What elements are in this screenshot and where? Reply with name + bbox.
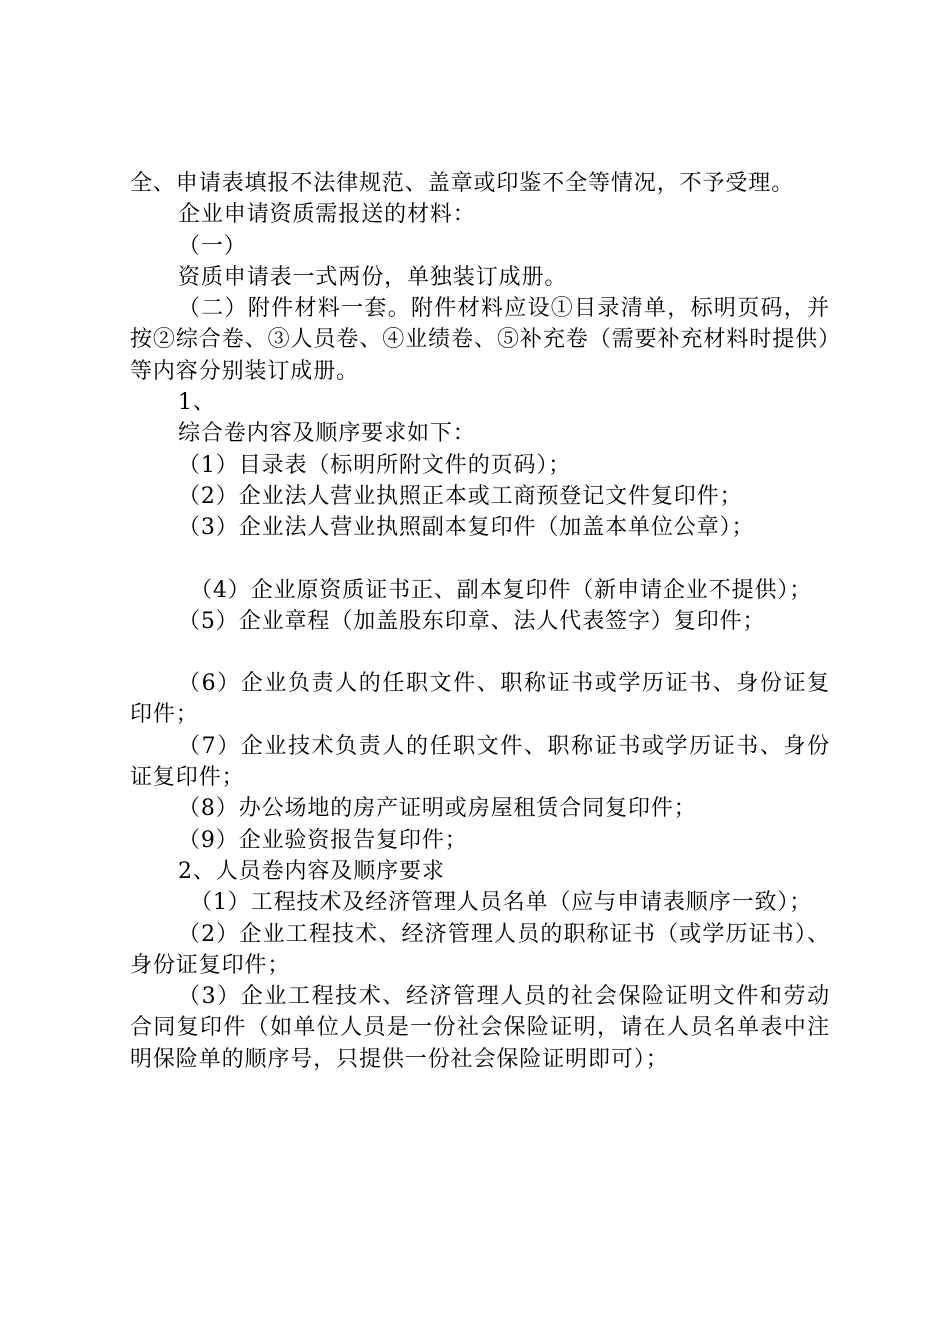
list-item: （3）企业工程技术、经济管理人员的社会保险证明文件和劳动合同复印件（如单位人员是一份社会保险证明，请在人员名单表中注明保险单的顺序号，只提供一份社会保险证明即可）；	[130, 984, 830, 1072]
paragraph-application-form: 资质申请表一式两份，单独装订成册。	[178, 264, 568, 290]
list-item: （1）工程技术及经济管理人员名单（应与申请表顺序一致）；	[190, 890, 813, 916]
comprehensive-volume-heading: 综合卷内容及顺序要求如下：	[178, 421, 476, 447]
section-two-paragraph: （二）附件材料一套。附件材料应设①目录清单，标明页码，并按②综合卷、③人员卷、④业绩卷、⑤补充卷（需要补充材料时提供）等内容分别装订成册。	[130, 296, 830, 384]
list-item: （6）企业负责人的任职文件、职称证书或学历证书、身份证复印件；	[130, 671, 830, 728]
paragraph-materials-intro: 企业申请资质需报送的材料：	[178, 202, 476, 228]
list-item: （2）企业法人营业执照正本或工商预登记文件复印件；	[178, 483, 743, 509]
item-one-heading: 1、	[178, 390, 216, 416]
list-item: （4）企业原资质证书正、副本复印件（新申请企业不提供）；	[190, 577, 813, 603]
list-item: （3）企业法人营业执照副本复印件（加盖本单位公章）；	[178, 515, 755, 541]
list-item: （9）企业验资报告复印件；	[178, 827, 468, 853]
list-item: （2）企业工程技术、经济管理人员的职称证书（或学历证书）、身份证复印件；	[130, 921, 830, 978]
list-item: （8）办公场地的房产证明或房屋租赁合同复印件；	[178, 796, 697, 822]
section-one-heading: （一）	[178, 233, 247, 259]
list-item: （5）企业章程（加盖股东印章、法人代表签字）复印件；	[178, 608, 766, 634]
list-item: （1）目录表（标明所附文件的页码）；	[178, 452, 572, 478]
personnel-volume-heading: 2、人员卷内容及顺序要求	[178, 858, 445, 884]
list-item: （7）企业技术负责人的任职文件、职称证书或学历证书、身份证复印件；	[130, 733, 830, 791]
paragraph-continuation: 全、申请表填报不法律规范、盖章或印鉴不全等情况，不予受理。	[130, 171, 795, 196]
document-body	[130, 168, 830, 1075]
